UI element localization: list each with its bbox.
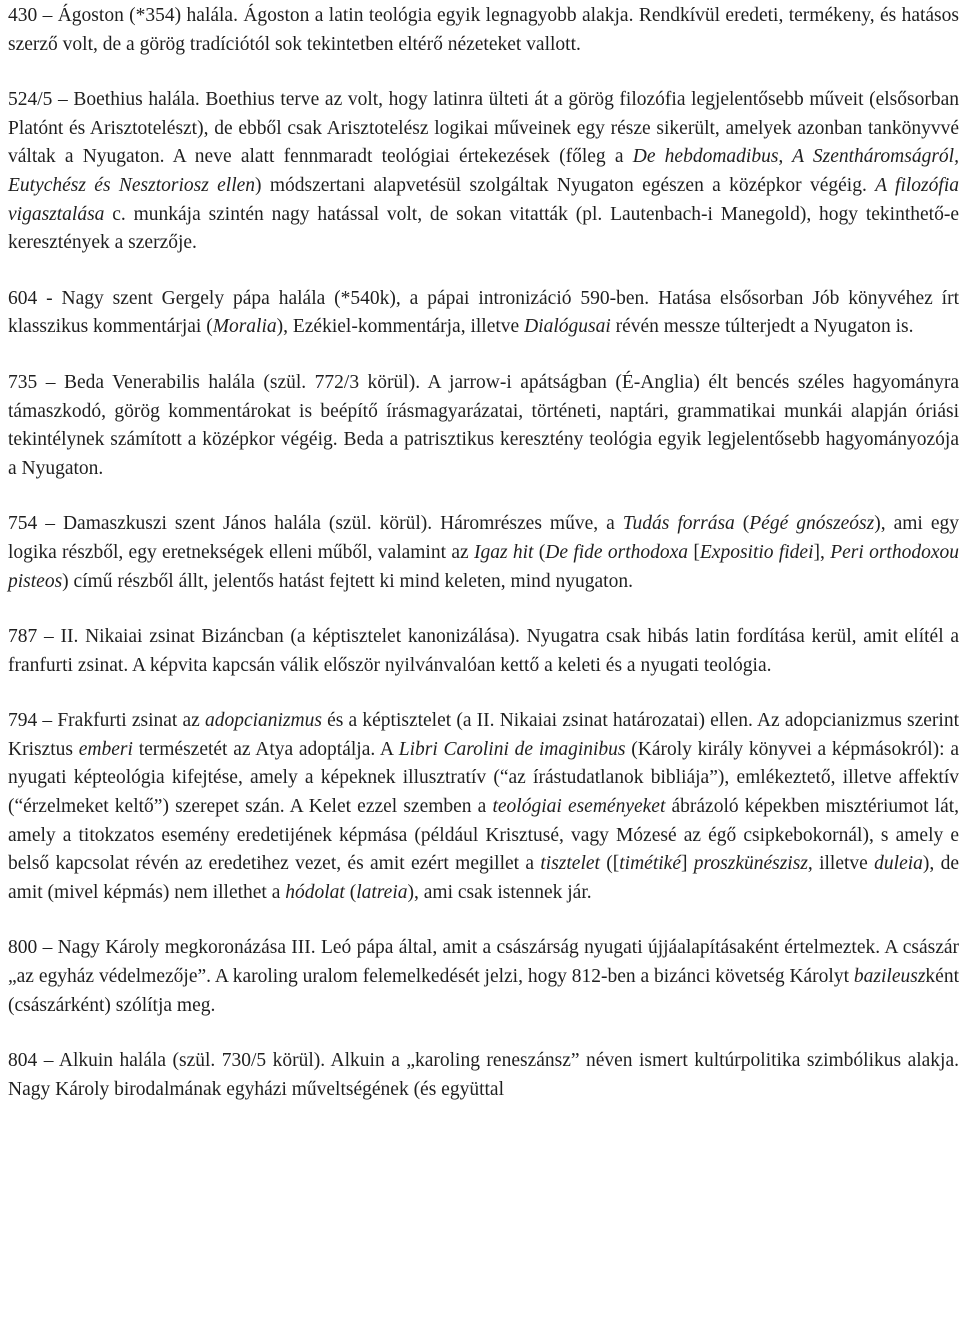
body-text: ábrázoló képekben misztériumot lát, amely a titokzatos esemény eredetijének képmása (például Krisztusé, vagy Mózesé az égő csipkebokornál), s amely e belső kapcsolat révén az eredetihez vezet, és amit ezért megillet a xyxy=(8,796,960,875)
body-text: ) módszertani alapvetésül szolgáltak Nyugaton egészen a középkor végéig. xyxy=(255,174,876,196)
body-text: ], xyxy=(813,541,831,563)
body-text: 787 – II. Nikaiai zsinat Bizáncban (a képtisztelet kanonizálása). Nyugatra csak hibás latin fordítása kerül, amit elítél a franfurti zsinat. A képvita kapcsán válik először nyilvánvalóan kettő a keleti és a nyugati teológia. xyxy=(8,626,959,676)
body-text: révén messze túlterjedt a Nyugaton is. xyxy=(610,316,914,338)
italic-text: adopcianizmus xyxy=(204,710,322,732)
italic-text: De fide orthodoxa xyxy=(545,541,689,563)
italic-text: Tudás forrása xyxy=(622,513,735,535)
italic-text: De hebdomadibus, A Szentháromságról, Eutychész és Nesztoriosz ellen xyxy=(8,146,959,196)
body-text: 804 – Alkuin halála (szül. 730/5 körül). Alkuin a „karoling reneszánsz” néven ismert kultúrpolitika szimbólikus alakja. Nagy Károly birodalmának egyházi műveltségének (és együttal xyxy=(8,1050,959,1100)
italic-text: emberi xyxy=(78,738,133,760)
body-text: ), ami egy logika részből, egy eretnekségek elleni műből, valamint az xyxy=(8,513,959,563)
document-page xyxy=(8,2,959,1104)
body-text: 430 – Ágoston (*354) halála. Ágoston a latin teológia egyik legnagyobb alakja. Rendkívül eredeti, termékeny, és hatásos szerző volt, de a görög tradíciótól sok tekintetben eltérő nézeteket vallott. xyxy=(8,5,959,55)
body-text: ), ami csak istennek jár. xyxy=(407,881,592,903)
italic-text: timétiké xyxy=(619,853,681,875)
italic-text: bazileusz xyxy=(853,966,926,988)
italic-text: Libri Carolini de imaginibus xyxy=(398,738,626,760)
body-text: ( xyxy=(734,513,750,535)
italic-text: Peri orthodoxou pisteos xyxy=(8,541,960,592)
italic-text: teológiai eseményeket xyxy=(492,796,666,818)
chronology-entry xyxy=(8,934,959,1020)
body-text: ] xyxy=(680,853,694,875)
italic-text: proszkünészisz, xyxy=(693,853,813,875)
italic-text: Dialógusai xyxy=(524,316,611,338)
body-text: [ xyxy=(688,541,700,563)
body-text: ), Ezékiel-kommentárja, illetve xyxy=(276,316,525,338)
italic-text: latreia xyxy=(356,881,408,903)
body-text: 524/5 – Boethius halála. Boethius terve az volt, hogy latinra ülteti át a görög filozófia legjelentősebb műveit (elsősorban Platónt és Arisztotelészt), de ebből csak Arisztotelész logikai műveinek egy része sikerült, amelyek azonban tankönyvvé váltak a Nyugaton. A neve alatt fennmaradt teológiai értekezések (főleg a xyxy=(8,89,959,168)
body-text: 800 – Nagy Károly megkoronázása III. Leó pápa által, amit a császárság nyugati újjáalapításaként értelmeztek. A császár „az egyház védelmezője”. A karoling uralom felemelkedését jelzi, hogy 812-ben a bizánci követség Károlyt xyxy=(8,937,959,988)
italic-text: Igaz hit xyxy=(473,541,534,563)
body-text: (Károly király könyvei a képmásokról): a nyugati képteológia kifejtése, amely a képeknek illusztratív (“az írástudatlanok bibliája”), emlékeztető, illetve affektív (“érzelmeket keltő”) szerepet szán. A Kelet ezzel szemben a xyxy=(8,738,959,818)
italic-text: duleia xyxy=(874,853,923,875)
body-text: ), de amit (mivel képmás) nem illethet a xyxy=(8,853,959,903)
italic-text: hódolat xyxy=(285,881,345,903)
chronology-entry xyxy=(8,707,959,907)
chronology-entry xyxy=(8,623,959,680)
body-text: ([ xyxy=(599,853,620,875)
body-text: 604 - Nagy szent Gergely pápa halála (*540k), a pápai intronizáció 590-ben. Hatása elsősorban Jób könyvéhez írt klasszikus kommentárjai ( xyxy=(8,287,959,338)
chronology-entry xyxy=(8,86,959,258)
body-text: illetve xyxy=(812,853,875,875)
italic-text: tisztelet xyxy=(540,853,600,875)
chronology-entry xyxy=(8,1047,959,1104)
body-text: ) című részből állt, jelentős hatást fejtett ki mind keleten, mind nyugaton. xyxy=(62,570,633,592)
chronology-entry xyxy=(8,510,959,596)
chronology-entry xyxy=(8,285,959,342)
body-text: ként (császárként) szólítja meg. xyxy=(8,966,959,1016)
body-text: 735 – Beda Venerabilis halála (szül. 772/3 körül). A jarrow-i apátságban (É-Anglia) élt bencés széles hagyományra támaszkodó, görög kommentárokat is beépítő írásmagyarázatai, történeti, naptári, grammatikai munkái alapján óriási tekintélynek számított a középkor végéig. Beda a patrisztikus keresztény teológia egyik legjelentősebb hagyományozója a Nyugaton. xyxy=(8,371,959,479)
chronology-entry xyxy=(8,369,959,483)
body-text: természetét az Atya adoptálja. A xyxy=(132,738,399,760)
body-text: c. munkája szintén nagy hatással volt, de sokan vitatták (pl. Lautenbach-i Manegold), hogy tekinthető-e keresztények a szerzője. xyxy=(8,203,959,254)
body-text: és a képtisztelet (a II. Nikaiai zsinat határozatai) ellen. Az adopcianizmus szerint Krisztus xyxy=(8,710,959,760)
italic-text: A filozófia vigasztalása xyxy=(8,174,959,225)
body-text: 754 – Damaszkuszi szent János halála (szül. körül). Háromrészes műve, a xyxy=(8,513,623,535)
italic-text: Expositio fidei xyxy=(699,541,814,563)
body-text: ( xyxy=(344,881,357,903)
body-text: ( xyxy=(533,541,546,563)
italic-text: Moralia xyxy=(212,316,277,338)
body-text: 794 – Frakfurti zsinat az xyxy=(8,710,205,732)
chronology-entry xyxy=(8,2,959,59)
italic-text: Pégé gnószeósz xyxy=(749,513,875,535)
